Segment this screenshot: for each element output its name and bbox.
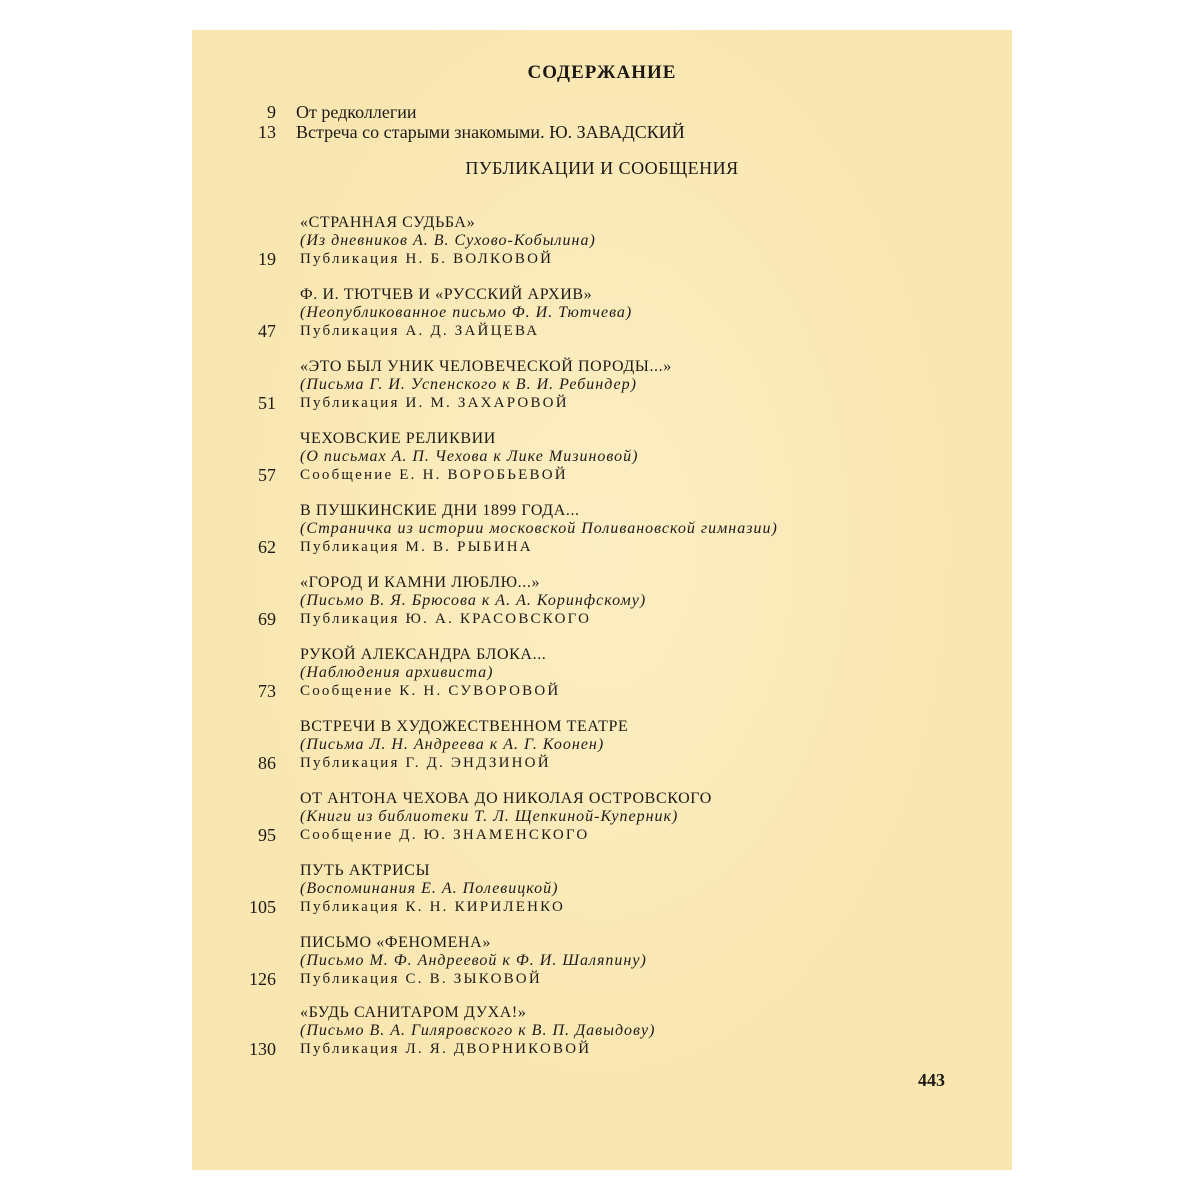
entry-title: В ПУШКИНСКИЕ ДНИ 1899 ГОДА... xyxy=(300,502,580,519)
entry-publication: Публикация И. М. ЗАХАРОВОЙ xyxy=(300,395,569,411)
toc-entry xyxy=(192,358,1012,418)
entry-page-number: 69 xyxy=(258,609,276,629)
entry-subtitle: (Письмо В. Я. Брюсова к А. А. Коринфскому) xyxy=(300,592,647,609)
entry-publication: Сообщение Е. Н. ВОРОБЬЕВОЙ xyxy=(300,467,568,483)
entry-title: «СТРАННАЯ СУДЬБА» xyxy=(300,214,476,231)
entry-publication: Сообщение К. Н. СУВОРОВОЙ xyxy=(300,683,561,699)
entry-subtitle: (Письма Л. Н. Андреева к А. Г. Коонен) xyxy=(300,736,605,753)
entry-page-number: 73 xyxy=(258,681,276,701)
entry-page-number: 19 xyxy=(258,249,276,269)
front-item xyxy=(192,102,1012,122)
entry-subtitle: (Книги из библиотеки Т. Л. Щепкиной-Куперник) xyxy=(300,808,679,825)
toc-entry xyxy=(192,934,1012,994)
toc-entry xyxy=(192,790,1012,850)
toc-entry xyxy=(192,574,1012,634)
toc-entry xyxy=(192,430,1012,490)
page-title: СОДЕРЖАНИЕ xyxy=(527,62,677,83)
page-number: 443 xyxy=(918,1070,945,1090)
toc-entry xyxy=(192,1004,1012,1064)
entry-title: ВСТРЕЧИ В ХУДОЖЕСТВЕННОМ ТЕАТРЕ xyxy=(300,718,629,735)
front-item-text: Встреча со старыми знакомыми. Ю. ЗАВАДСКИЙ xyxy=(296,122,685,142)
entry-title: «БУДЬ САНИТАРОМ ДУХА!» xyxy=(300,1004,527,1021)
front-item-page: 9 xyxy=(267,102,276,122)
entry-page-number: 47 xyxy=(258,321,276,341)
entry-page-number: 57 xyxy=(258,465,276,485)
toc-entry xyxy=(192,646,1012,706)
entry-title: ПУТЬ АКТРИСЫ xyxy=(300,862,431,879)
entry-title: Ф. И. ТЮТЧЕВ И «РУССКИЙ АРХИВ» xyxy=(300,286,593,303)
entry-title: «ГОРОД И КАМНИ ЛЮБЛЮ...» xyxy=(300,574,541,591)
entry-page-number: 51 xyxy=(258,393,276,413)
entry-publication: Публикация К. Н. КИРИЛЕНКО xyxy=(300,899,566,915)
front-item-page: 13 xyxy=(258,122,276,142)
entry-publication: Публикация М. В. РЫБИНА xyxy=(300,539,533,555)
toc-entry xyxy=(192,502,1012,562)
front-item-text: От редколлегии xyxy=(296,102,417,122)
entry-publication: Публикация Н. Б. ВОЛКОВОЙ xyxy=(300,251,554,267)
entry-publication: Публикация Ю. А. КРАСОВСКОГО xyxy=(300,611,592,627)
toc-entry xyxy=(192,718,1012,778)
toc-entry xyxy=(192,214,1012,274)
entry-subtitle: (Из дневников А. В. Сухово-Кобылина) xyxy=(300,232,596,249)
entry-publication: Сообщение Д. Ю. ЗНАМЕНСКОГО xyxy=(300,827,590,843)
entry-publication: Публикация А. Д. ЗАЙЦЕВА xyxy=(300,323,540,339)
entry-page-number: 62 xyxy=(258,537,276,557)
entry-subtitle: (Наблюдения архивиста) xyxy=(300,664,494,681)
front-item xyxy=(192,122,1012,142)
section-heading: ПУБЛИКАЦИИ И СООБЩЕНИЯ xyxy=(465,158,739,178)
entry-page-number: 130 xyxy=(249,1039,276,1059)
entry-subtitle: (Письма Г. И. Успенского к В. И. Ребиндер) xyxy=(300,376,637,393)
entry-title: ЧЕХОВСКИЕ РЕЛИКВИИ xyxy=(300,430,496,447)
entry-page-number: 95 xyxy=(258,825,276,845)
entry-title: ОТ АНТОНА ЧЕХОВА ДО НИКОЛАЯ ОСТРОВСКОГО xyxy=(300,790,712,807)
book-page xyxy=(192,30,1012,1170)
entry-subtitle: (Неопубликованное письмо Ф. И. Тютчева) xyxy=(300,304,633,321)
toc-entry xyxy=(192,862,1012,922)
entry-publication: Публикация Г. Д. ЭНДЗИНОЙ xyxy=(300,755,551,771)
entry-subtitle: (О письмах А. П. Чехова к Лике Мизиновой) xyxy=(300,448,639,465)
entry-title: ПИСЬМО «ФЕНОМЕНА» xyxy=(300,934,491,951)
entry-page-number: 105 xyxy=(249,897,276,917)
entry-subtitle: (Страничка из истории московской Поливановской гимназии) xyxy=(300,520,778,537)
entry-page-number: 126 xyxy=(249,969,276,989)
entry-publication: Публикация С. В. ЗЫКОВОЙ xyxy=(300,971,542,987)
entry-publication: Публикация Л. Я. ДВОРНИКОВОЙ xyxy=(300,1041,592,1057)
entry-subtitle: (Письмо В. А. Гиляровского к В. П. Давыдову) xyxy=(300,1022,656,1039)
entry-subtitle: (Воспоминания Е. А. Полевицкой) xyxy=(300,880,559,897)
entry-page-number: 86 xyxy=(258,753,276,773)
entry-title: РУКОЙ АЛЕКСАНДРА БЛОКА... xyxy=(300,646,547,663)
entry-subtitle: (Письмо М. Ф. Андреевой к Ф. И. Шаляпину) xyxy=(300,952,647,969)
entry-title: «ЭТО БЫЛ УНИК ЧЕЛОВЕЧЕСКОЙ ПОРОДЫ...» xyxy=(300,358,672,375)
toc-entry xyxy=(192,286,1012,346)
